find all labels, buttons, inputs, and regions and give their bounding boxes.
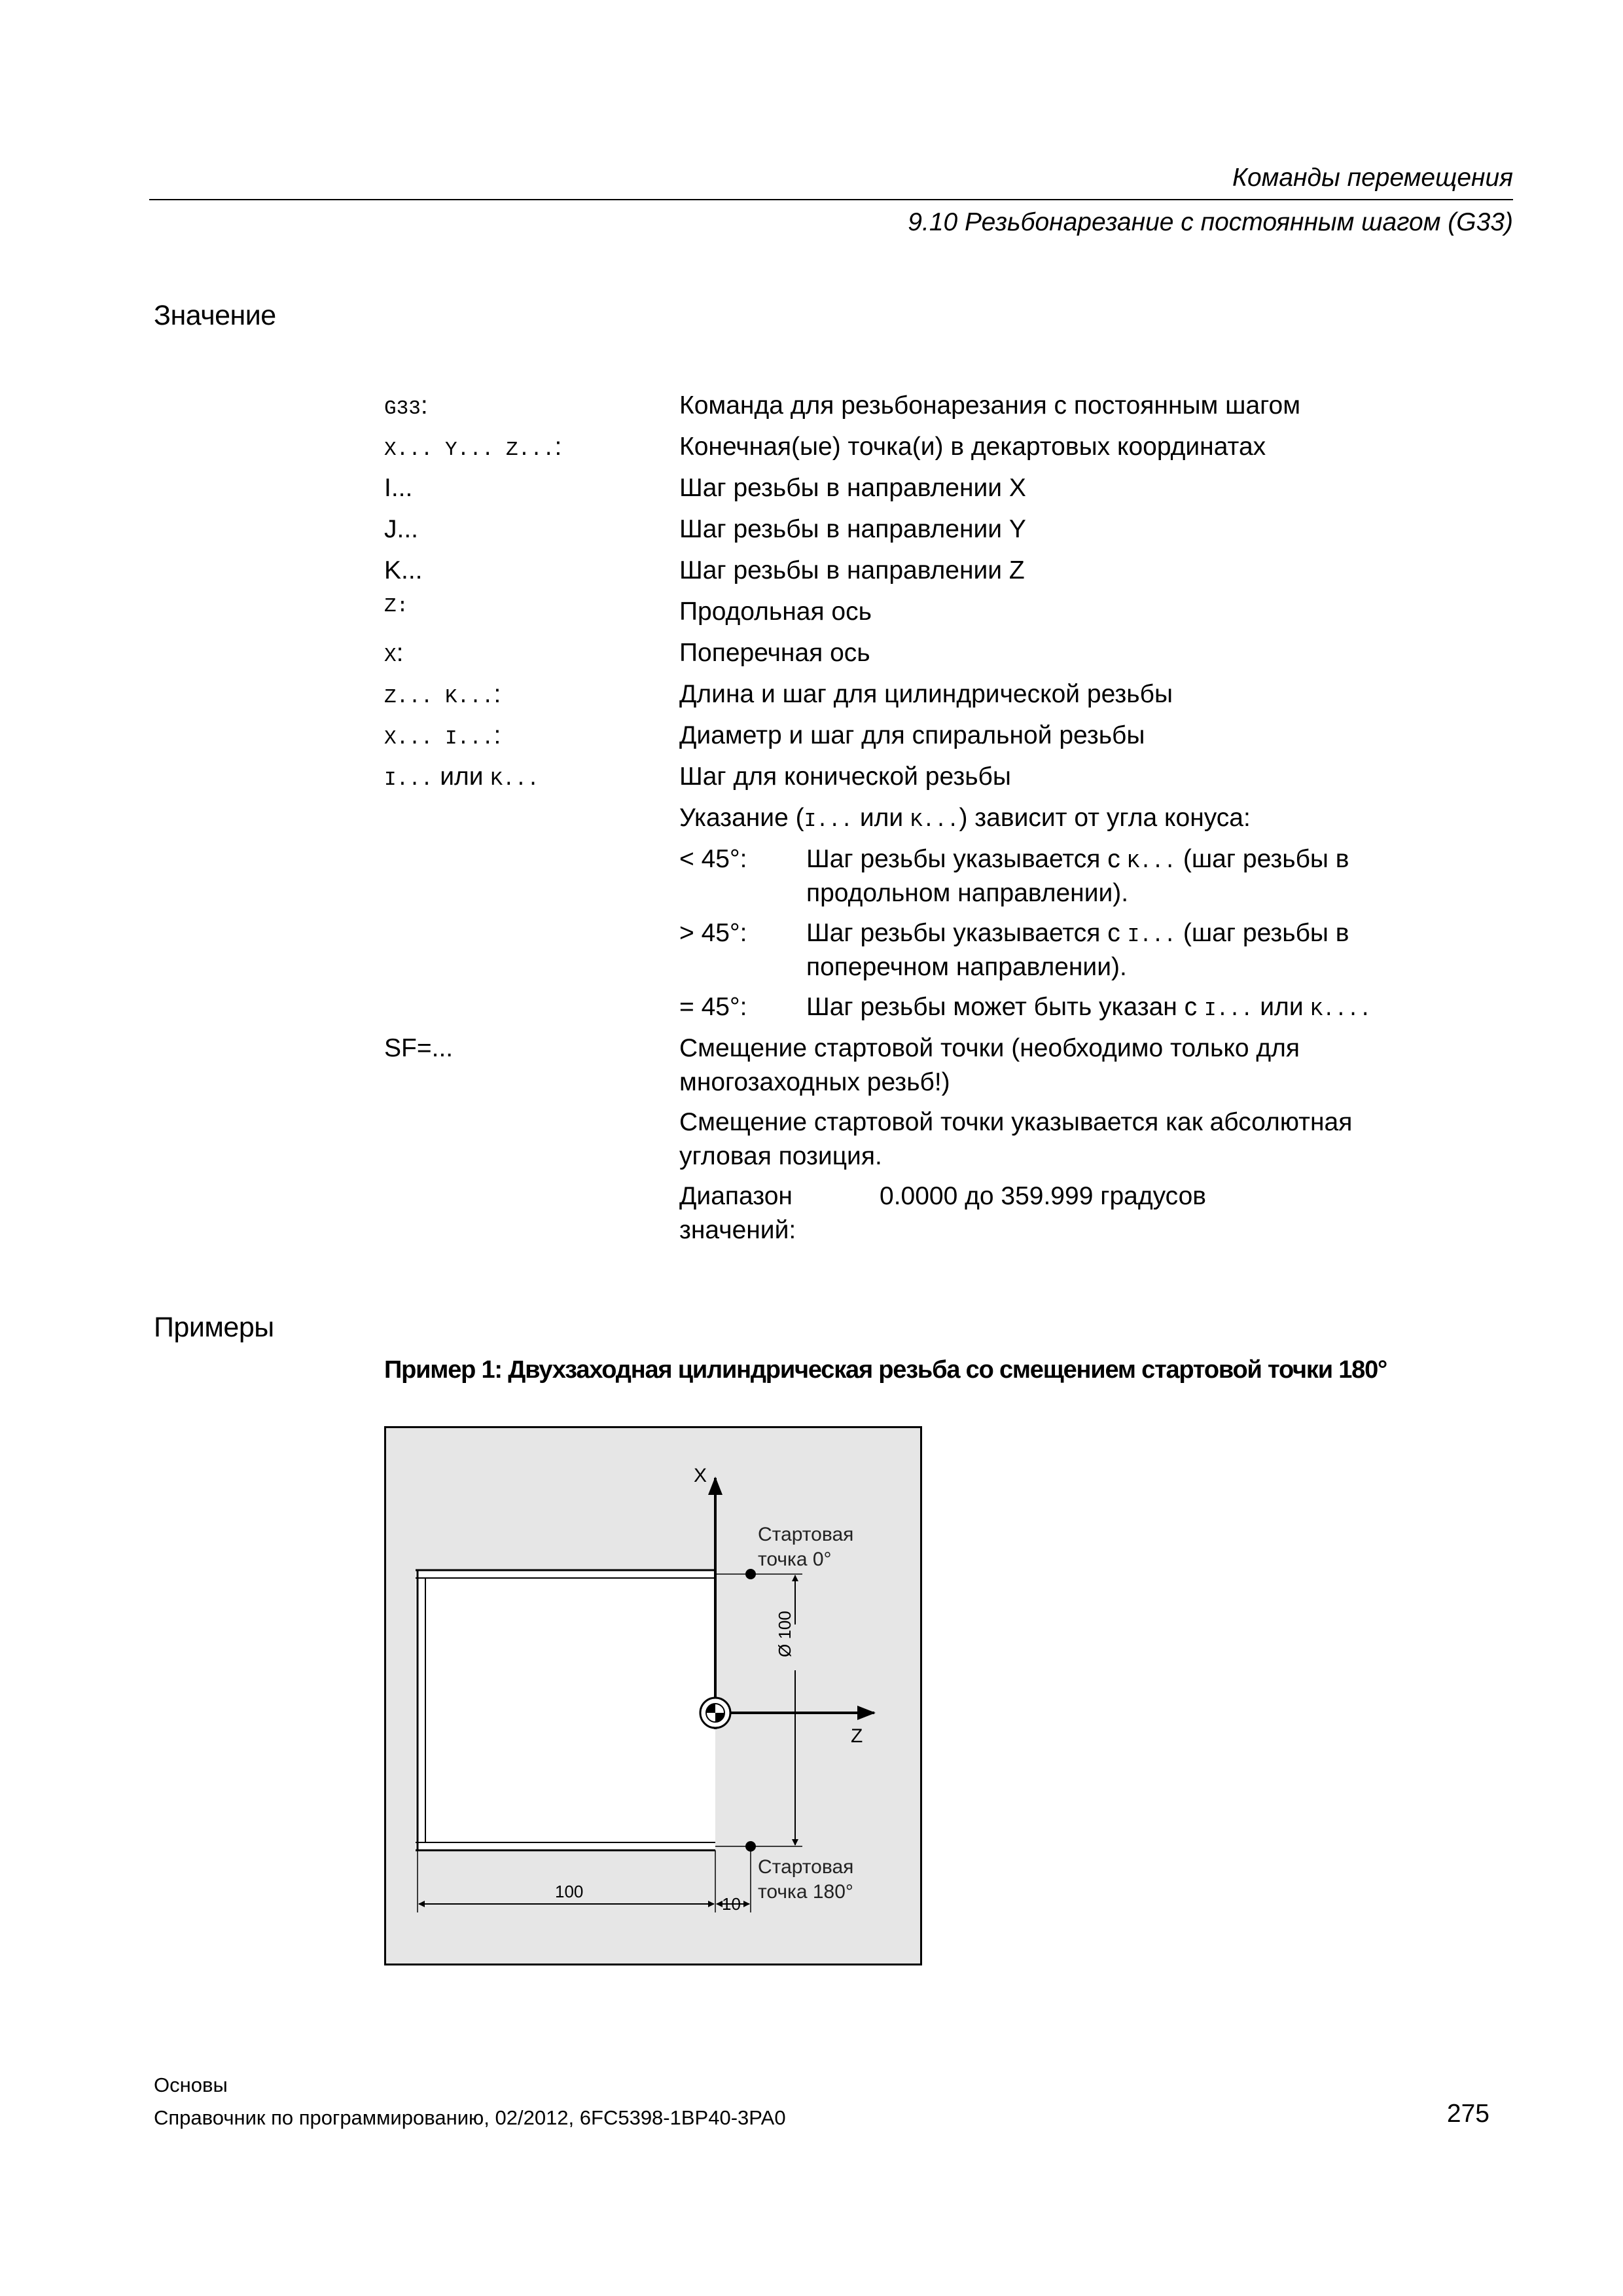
desc-i: Шаг резьбы в направлении X	[679, 474, 1026, 502]
header-rule	[149, 199, 1513, 200]
term-g33: G33:	[384, 391, 428, 420]
meaning-heading: Значение	[154, 300, 276, 331]
start-point-0-label-1: Стартовая	[758, 1524, 854, 1545]
length-label: 100	[555, 1882, 584, 1901]
term-k: K...	[384, 556, 423, 584]
page-number: 275	[1446, 2100, 1489, 2128]
start-point-180-label-1: Стартовая	[758, 1856, 854, 1878]
term-zk: Z... K...:	[384, 680, 501, 709]
desc-j: Шаг резьбы в направлении Y	[679, 515, 1026, 543]
range-label-2: значений:	[679, 1216, 796, 1244]
taper-case-eq45-text: Шаг резьбы может быть указан с I... или K....	[806, 993, 1372, 1022]
desc-sf-1: Смещение стартовой точки (необходимо только для	[679, 1034, 1300, 1062]
thread-figure	[384, 1426, 922, 1965]
origin-icon	[700, 1698, 730, 1728]
desc-sf-2b: угловая позиция.	[679, 1142, 882, 1170]
offset-label: 10	[722, 1894, 741, 1914]
term-i-or-k: I... или K...	[384, 762, 539, 791]
term-j: J...	[384, 515, 419, 543]
taper-note: Указание (I... или K...) зависит от угла конуса:	[679, 804, 1251, 833]
example-caption: Пример 1: Двухзаходная цилиндрическая резьба со смещением стартовой точки 180°	[384, 1356, 1387, 1384]
desc-x-axis: Поперечная ось	[679, 639, 870, 667]
desc-xyz: Конечная(ые) точка(и) в декартовых координатах	[679, 433, 1266, 461]
desc-zk: Длина и шаг для цилиндрической резьбы	[679, 680, 1173, 708]
taper-case-eq45-cond: = 45°:	[679, 993, 747, 1021]
desc-taper: Шаг для конической резьбы	[679, 762, 1011, 791]
taper-case-gt45-cond: > 45°:	[679, 919, 747, 947]
header-chapter: Команды перемещения	[1232, 164, 1513, 192]
term-sf: SF=...	[384, 1034, 454, 1062]
examples-heading: Примеры	[154, 1312, 274, 1343]
term-xi: X... I...:	[384, 721, 501, 750]
taper-case-lt45-line2: продольном направлении).	[806, 879, 1129, 907]
workpiece	[416, 1570, 715, 1850]
term-xyz: X... Y... Z...:	[384, 433, 562, 461]
taper-case-lt45-text: Шаг резьбы указывается с K... (шаг резьбы в	[806, 845, 1349, 874]
term-i: I...	[384, 474, 413, 502]
header-section: 9.10 Резьбонарезание с постоянным шагом (G33)	[908, 208, 1513, 236]
taper-case-gt45-line2: поперечном направлении).	[806, 953, 1127, 981]
desc-g33: Команда для резьбонарезания с постоянным шагом	[679, 391, 1301, 420]
footer-line1: Основы	[154, 2073, 228, 2096]
desc-k: Шаг резьбы в направлении Z	[679, 556, 1025, 584]
term-x-axis: X:	[384, 639, 404, 668]
desc-sf-2: Смещение стартовой точки указывается как абсолютная	[679, 1108, 1353, 1136]
footer-line2: Справочник по программированию, 02/2012, 6FC5398-1BP40-3PA0	[154, 2106, 786, 2129]
taper-case-lt45-cond: < 45°:	[679, 845, 747, 873]
length-dimension	[418, 1850, 751, 1914]
desc-xi: Диаметр и шаг для спиральной резьбы	[679, 721, 1145, 749]
x-axis-label: X	[694, 1465, 707, 1486]
range-label-1: Диапазон	[679, 1182, 793, 1210]
diameter-label: Ø 100	[775, 1611, 794, 1657]
z-axis-label: Z	[851, 1725, 863, 1747]
desc-sf-1b: многозаходных резьб!)	[679, 1068, 950, 1096]
term-z-axis: Z:	[384, 595, 409, 618]
range-value: 0.0000 до 359.999 градусов	[880, 1182, 1206, 1210]
start-point-0-label-2: точка 0°	[758, 1549, 832, 1570]
desc-z-axis: Продольная ось	[679, 598, 872, 626]
taper-case-gt45-text: Шаг резьбы указывается с I... (шаг резьбы в	[806, 919, 1349, 948]
start-point-180-label-2: точка 180°	[758, 1881, 853, 1903]
